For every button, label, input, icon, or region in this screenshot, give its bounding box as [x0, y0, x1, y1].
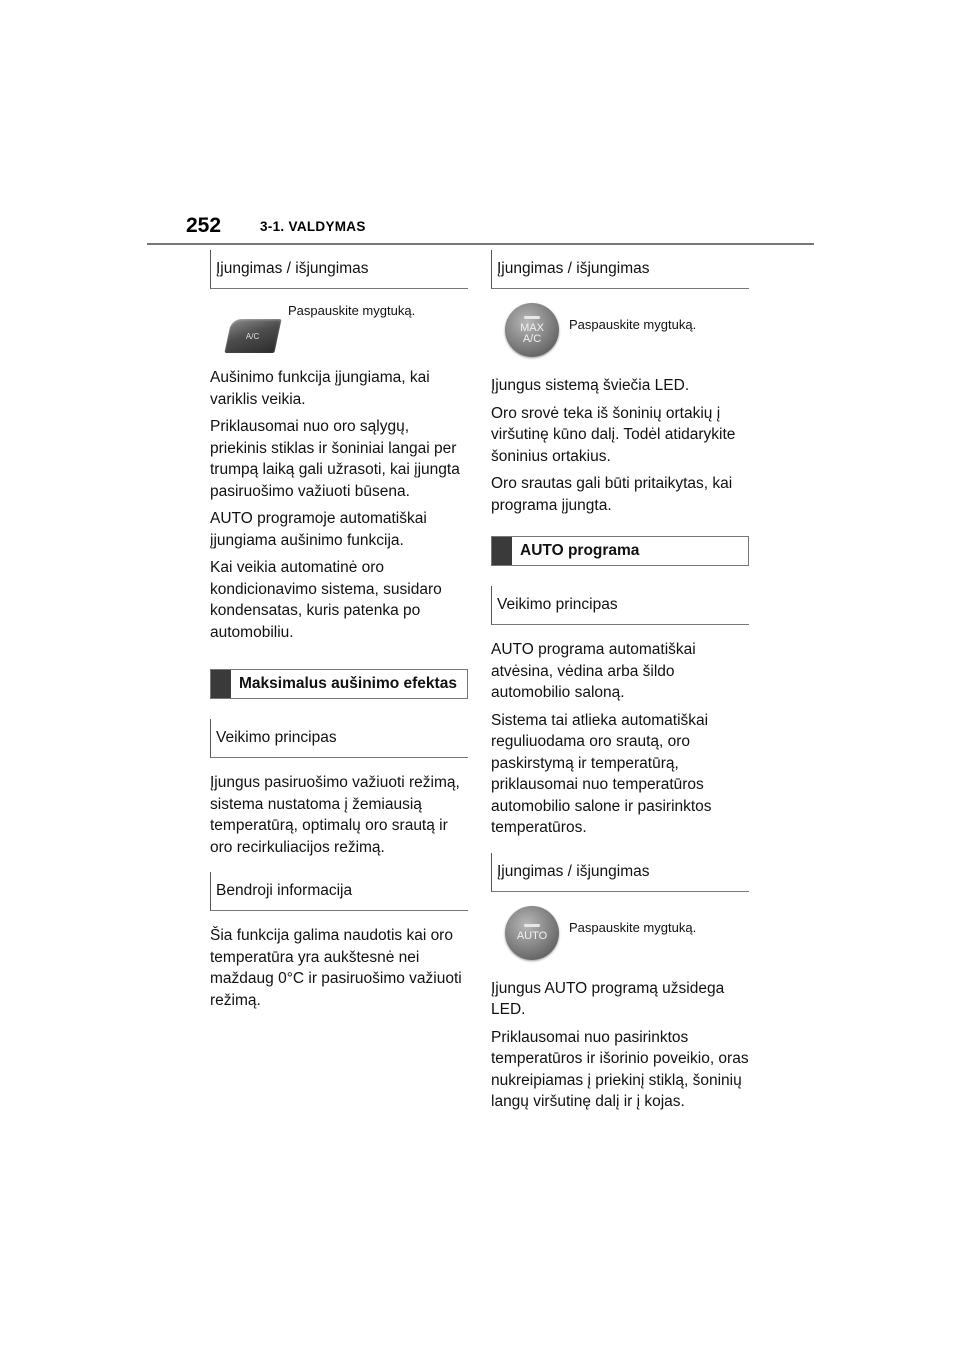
ac-caption: Paspauskite mygtuką.: [288, 303, 416, 318]
paragraph: AUTO programa automatiškai atvėsina, vėdina arba šildo automobilio saloną.: [491, 641, 696, 701]
left-column: [210, 250, 468, 1017]
auto-caption: Paspauskite mygtuką.: [569, 919, 697, 935]
paragraph: Kai veikia automatinė oro kondicionavimo sistema, susidaro kondensatas, kuris patenka po automobiliu.: [210, 559, 442, 641]
subheading-onoff: Įjungimas / išjungimas: [491, 853, 749, 892]
page-header: [0, 0, 960, 250]
max-ac-button-icon: [505, 303, 559, 357]
paragraph: Priklausomai nuo oro sąlygų, priekinis stiklas ir šoniniai langai per trumpą laiką gali užrasoti, kai įjungta pasiruošimo važiuoti būsena.: [210, 418, 460, 500]
max-key-label: MAX: [520, 321, 544, 334]
max-ac-button-row: [491, 303, 749, 375]
section-title: Maksimalus aušinimo efektas: [239, 675, 457, 692]
subheading-onoff: Įjungimas / išjungimas: [210, 250, 468, 289]
section-title: AUTO programa: [520, 542, 640, 559]
paragraph: Aušinimo funkcija įjungiama, kai variklis veikia.: [210, 369, 430, 408]
paragraph: AUTO programoje automatiškai įjungiama aušinimo funkcija.: [210, 510, 427, 549]
auto-key-label: AUTO: [516, 929, 548, 942]
paragraph: Įjungus sistemą šviečia LED.: [491, 377, 690, 394]
max-ac-caption: Paspauskite mygtuką.: [569, 317, 697, 332]
led-indicator: [524, 924, 540, 927]
subheading-principle: Veikimo principas: [491, 586, 749, 625]
heading-bar: [492, 537, 512, 565]
auto-button-row: [491, 906, 749, 978]
ac-key-label: A/C: [522, 332, 542, 345]
ac-button-icon: [224, 319, 281, 353]
header-rule: [147, 243, 814, 245]
led-indicator: [524, 316, 540, 319]
paragraph: Šia funkcija galima naudotis kai oro temperatūra yra aukštesnė nei maždaug 0°C ir pasiruošimo važiuoti režimą.: [210, 927, 462, 1009]
subheading-general: Bendroji informacija: [210, 872, 468, 911]
paragraph: Įjungus pasiruošimo važiuoti režimą, sistema nustatoma į žemiausią temperatūrą, optimalų oro srautą ir oro recirkuliacijos režimą.: [210, 774, 460, 856]
paragraph: Įjungus AUTO programą užsidega LED.: [491, 979, 725, 1018]
paragraph: Priklausomai nuo pasirinktos temperatūros ir išorinio poveikio, oras nukreipiamas į priekinį stiklą, šoninių langų viršutinę dalį ir į kojas.: [491, 1028, 749, 1110]
section-heading-max-cooling: [210, 669, 468, 699]
paragraph: Oro srovė teka iš šoninių ortakių į viršutinę kūno dalį. Todėl atidarykite šoninius ortakius.: [491, 404, 736, 465]
ac-button-row: [210, 303, 468, 367]
ac-key-label: A/C: [246, 331, 260, 341]
subheading-onoff: Įjungimas / išjungimas: [491, 250, 749, 289]
heading-bar: [211, 670, 231, 698]
chapter-title: 3-1. VALDYMAS: [260, 219, 366, 234]
section-heading-auto: [491, 536, 749, 566]
subheading-principle: Veikimo principas: [210, 719, 468, 758]
paragraph: Sistema tai atlieka automatiškai reguliuodama oro srautą, oro paskirstymą ir temperatūrą, priklausomai nuo temperatūros automobilio salone ir pasirinktos temperatūros.: [491, 711, 712, 836]
paragraph: Oro srautas gali būti pritaikytas, kai programa įjungta.: [491, 475, 733, 514]
right-column: [491, 250, 749, 1119]
auto-button-icon: [505, 906, 559, 960]
page-number: 252: [186, 214, 222, 237]
